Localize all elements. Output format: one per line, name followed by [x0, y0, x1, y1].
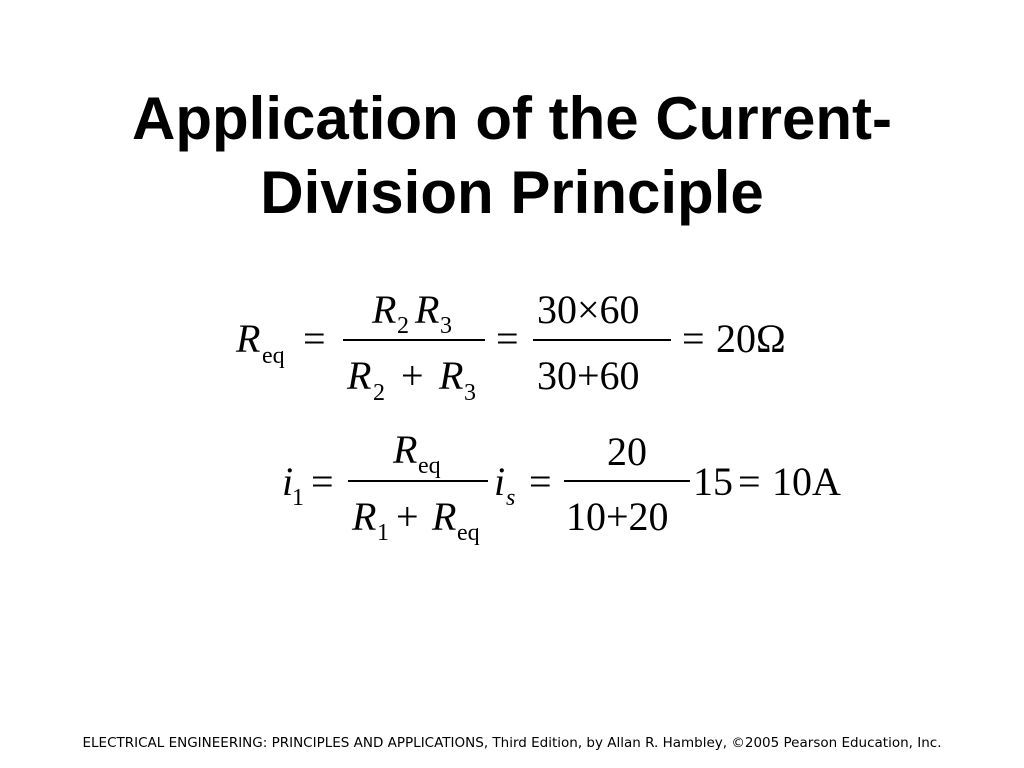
eq2-equals-3: = [738, 459, 761, 504]
eq1-frac1-den-r2: R [347, 353, 372, 398]
eq1-frac2-bar [533, 339, 671, 341]
eq2-equals-2: = [529, 459, 552, 504]
eq1-equals-2: = [496, 316, 519, 361]
eq2-frac1-den-r1-sub: 1 [377, 520, 389, 546]
eq1-result: 20Ω [716, 316, 786, 361]
eq2-frac1-den-plus: + [396, 494, 419, 539]
eq1-frac1-den-r2-sub: 2 [373, 380, 385, 406]
eq2-lhs-symbol: i [282, 459, 294, 504]
eq1-lhs-symbol: R [236, 316, 261, 361]
eq1-frac1-den-r3-sub: 3 [464, 380, 476, 406]
slide-title-line-2: Division Principle [260, 159, 764, 226]
eq2-lhs-subscript: 1 [292, 485, 304, 511]
eq2-multiplier: 15 [693, 459, 733, 504]
eq2-frac2-numerator: 20 [607, 429, 647, 474]
eq1-frac1-den-r3: R [439, 353, 464, 398]
eq2-frac1-den-req: R [432, 494, 457, 539]
eq1-equals-3: = [682, 316, 705, 361]
eq2-result: 10A [772, 459, 841, 504]
eq2-source-subscript: s [506, 485, 516, 511]
eq1-equals-1: = [303, 316, 326, 361]
slide-title-line-1: Application of the Current- [132, 85, 892, 152]
eq2-frac1-den-req-sub: eq [457, 520, 480, 546]
eq1-frac1-num-r3: R [415, 287, 440, 332]
eq1-frac2-denominator: 30+60 [537, 353, 640, 398]
eq2-source-symbol: i [494, 459, 506, 504]
eq1-frac1-num-r2: R [372, 287, 397, 332]
footer-citation: ELECTRICAL ENGINEERING: PRINCIPLES AND APPLICATIONS, Third Edition, by Allan R. Hambley, ©2005 Pearson Education, Inc. [82, 735, 942, 751]
eq1-frac1-bar [343, 339, 485, 341]
eq2-frac1-bar [348, 480, 488, 482]
eq2-frac1-num-sub: eq [418, 453, 441, 479]
eq1-frac1-num-r3-sub: 3 [440, 313, 452, 339]
eq1-frac2-numerator: 30×60 [537, 287, 640, 332]
eq1-frac1-num-r2-sub: 2 [397, 313, 409, 339]
slide-title [0, 82, 1024, 230]
eq2-frac2-bar [564, 480, 690, 482]
eq2-frac2-denominator: 10+20 [566, 494, 669, 539]
eq1-frac1-den-plus: + [401, 353, 424, 398]
eq1-lhs-subscript: eq [262, 343, 285, 369]
eq2-frac1-den-r1: R [352, 494, 377, 539]
eq2-frac1-num-symbol: R [393, 427, 418, 472]
eq2-equals-1: = [311, 459, 334, 504]
